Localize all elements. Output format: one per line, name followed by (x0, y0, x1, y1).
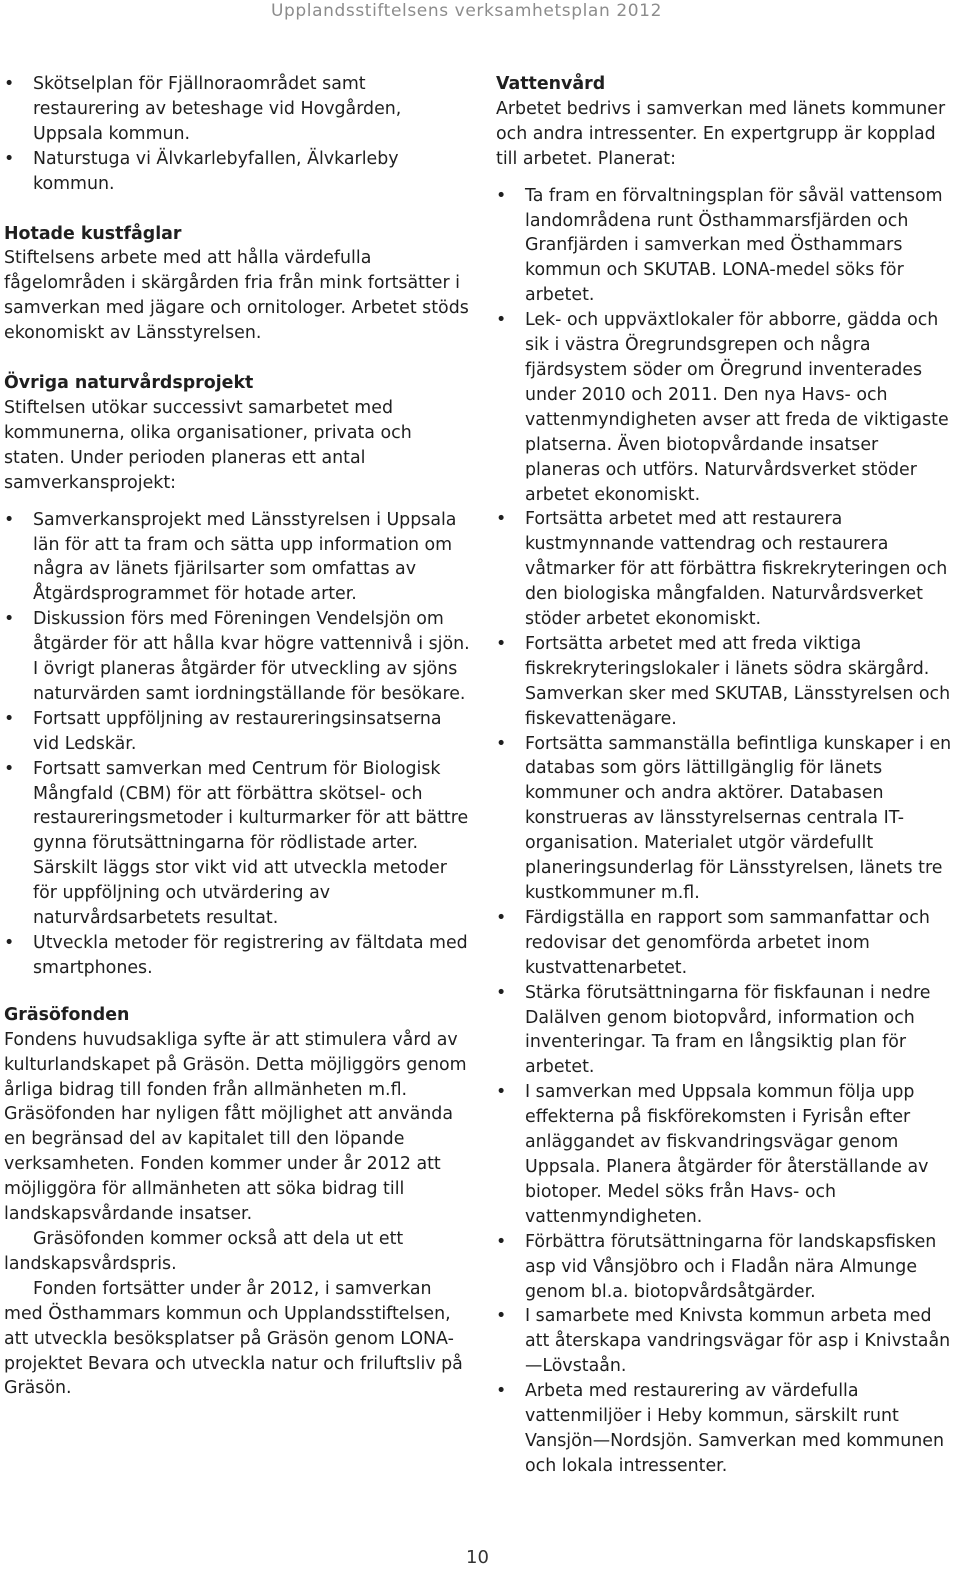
list-item: • Arbeta med restaurering av värdefulla vattenmiljöer i Heby kommun, särskilt runt Vansjön—Nordsjön. Samverkan med kommunen och lokala intressenter. (496, 1379, 956, 1479)
list-item: • Lek- och uppväxtlokaler för abborre, gädda och sik i västra Öregrundsgrepen och några fjärdsystem söder om Öregrund inventerades under 2010 och 2011. Den nya Havs- och vattenmyndigheten avser att freda de viktigaste platserna. Även biotopvårdande insatser planeras och utförs. Naturvårdsverket stöder arbetet ekonomiskt. (496, 308, 956, 507)
ovriga-bullet-list (4, 508, 472, 981)
list-item: • Naturstuga vi Älvkarlebyfallen, Älvkarleby kommun. (4, 147, 472, 197)
list-item: • Förbättra förutsättningarna för landskapsfisken asp vid Vånsjöbro och i Fladån nära Almunge genom bl.a. biotopvårdsåtgärder. (496, 1230, 956, 1305)
list-item: • Fortsätta arbetet med att restaurera kustmynnande vattendrag och restaurera våtmarker för att förbättra fiskrekryteringen och den biologiska mångfalden. Naturvårdsverket stöder arbetet ekonomiskt. (496, 507, 956, 632)
grasofonden-paragraph: Gräsöfonden kommer också att dela ut ett landskapsvårdspris. (4, 1228, 404, 1274)
intro-bullet-list (4, 72, 472, 197)
kustfaglar-text: Stiftelsens arbete med att hålla värdefulla fågelområden i skärgården fria från mink fortsätter i samverkan med jägare och ornitologer. Arbetet stöds ekonomiskt av Länsstyrelsen. (4, 248, 469, 344)
list-item: • Samverkansprojekt med Länsstyrelsen i Uppsala län för att ta fram och sätta upp information om några av länets fjärilsarter som omfattas av Åtgärdsprogrammet för hotade arter. (4, 508, 472, 608)
page-number-text: 10 (466, 1547, 489, 1568)
section-heading-kustfaglar: Hotade kustfåglar (4, 223, 182, 244)
list-item: • I samarbete med Knivsta kommun arbeta med att återskapa vandringsvägar för asp i Knivstaån—Lövstaån. (496, 1304, 956, 1379)
list-item: • Utveckla metoder för registrering av fältdata med smartphones. (4, 931, 472, 981)
list-item: • Skötselplan för Fjällnoraområdet samt restaurering av beteshage vid Hovgården, Uppsala kommun. (4, 72, 472, 147)
list-item: • Färdigställa en rapport som sammanfattar och redovisar det genomförda arbetet inom kustvattenarbetet. (496, 906, 956, 981)
running-header-title: Upplandsstiftelsens verksamhetsplan 2012 (270, 1, 662, 21)
list-item: • Fortsatt samverkan med Centrum för Biologisk Mångfald (CBM) för att förbättra skötsel- och restaureringsmetoder i kulturmarker för att bättre gynna förutsättningarna för rödlistade arter. Särskilt läggs stor vikt vid att utveckla metoder för uppföljning och utvärdering av naturvårdsarbetets resultat. (4, 757, 472, 931)
section-heading-vattenvard: Vattenvård (496, 74, 606, 94)
list-item: • Fortsätta sammanställa befintliga kunskaper i en databas som görs lättillgänglig för länets kommuner och andra aktörer. Databasen konstrueras av länsstyrelsernas centrala IT-organisation. Materialet utgör värdefullt planeringsunderlag för Länsstyrelsen, länets tre kustkommuner m.fl. (496, 732, 956, 906)
left-column (4, 72, 472, 1401)
list-item: • Diskussion förs med Föreningen Vendelsjön om åtgärder för att hålla kvar högre vattennivå i sjön. I övrigt planeras åtgärder för utveckling av sjöns naturvärden samt iordningställande för besökare. (4, 607, 472, 707)
grasofonden-paragraph: Fonden fortsätter under år 2012, i samverkan med Östhammars kommun och Upplandsstiftelsen, att utveckla besöksplatser på Gräsön genom LONA-projektet Bevara och utveckla natur och friluftsliv på Gräsön. (4, 1278, 463, 1399)
section-heading-ovriga: Övriga naturvårdsprojekt (4, 373, 254, 394)
list-item: • Fortsätta arbetet med att freda viktiga fiskrekryteringslokaler i länets södra skärgård. Samverkan sker med SKUTAB, Länsstyrelsen och fiskevattenägare. (496, 632, 956, 732)
list-item: • Stärka förutsättningarna för fiskfaunan i nedre Dalälven genom biotopvård, information och inventeringar. Ta fram en långsiktig plan för arbetet. (496, 981, 956, 1081)
list-item: • I samverkan med Uppsala kommun följa upp effekterna på fiskförekomsten i Fyrisån efter anläggandet av fiskvandringsvägar genom Uppsala. Planera åtgärder för återställande av biotoper. Medel söks från Havs- och vattenmyndigheten. (496, 1080, 956, 1229)
grasofonden-paragraph: Fondens huvudsakliga syfte är att stimulera vård av kulturlandskapet på Gräsön. Detta möjliggörs genom årliga bidrag till fonden från allmänheten m.fl. Gräsöfonden har nyligen fått möjlighet att använda en begränsad del av kapitalet till den löpande verksamheten. Fonden kommer under år 2012 att möjliggöra för allmänheten att söka bidrag till landskapsvårdande insatser. (4, 1029, 467, 1225)
section-heading-grasofonden: Gräsöfonden (4, 1004, 130, 1025)
right-column (496, 72, 956, 1479)
list-item: • Fortsatt uppföljning av restaureringsinsatserna vid Ledskär. (4, 707, 472, 757)
vattenvard-bullet-list (496, 184, 956, 1479)
ovriga-text: Stiftelsen utökar successivt samarbetet med kommunerna, olika organisationer, privata och staten. Under perioden planeras ett antal samverkansprojekt: (4, 397, 412, 493)
list-item: • Ta fram en förvaltningsplan för såväl vattensom landområdena runt Östhammarsfjärden och Granfjärden i samverkan med Östhammars kommun och SKUTAB. LONA-medel söks för arbetet. (496, 184, 956, 309)
vattenvard-text: Arbetet bedrivs i samverkan med länets kommuner och andra intressenter. En expertgrupp är kopplad till arbetet. Planerat: (496, 98, 946, 169)
